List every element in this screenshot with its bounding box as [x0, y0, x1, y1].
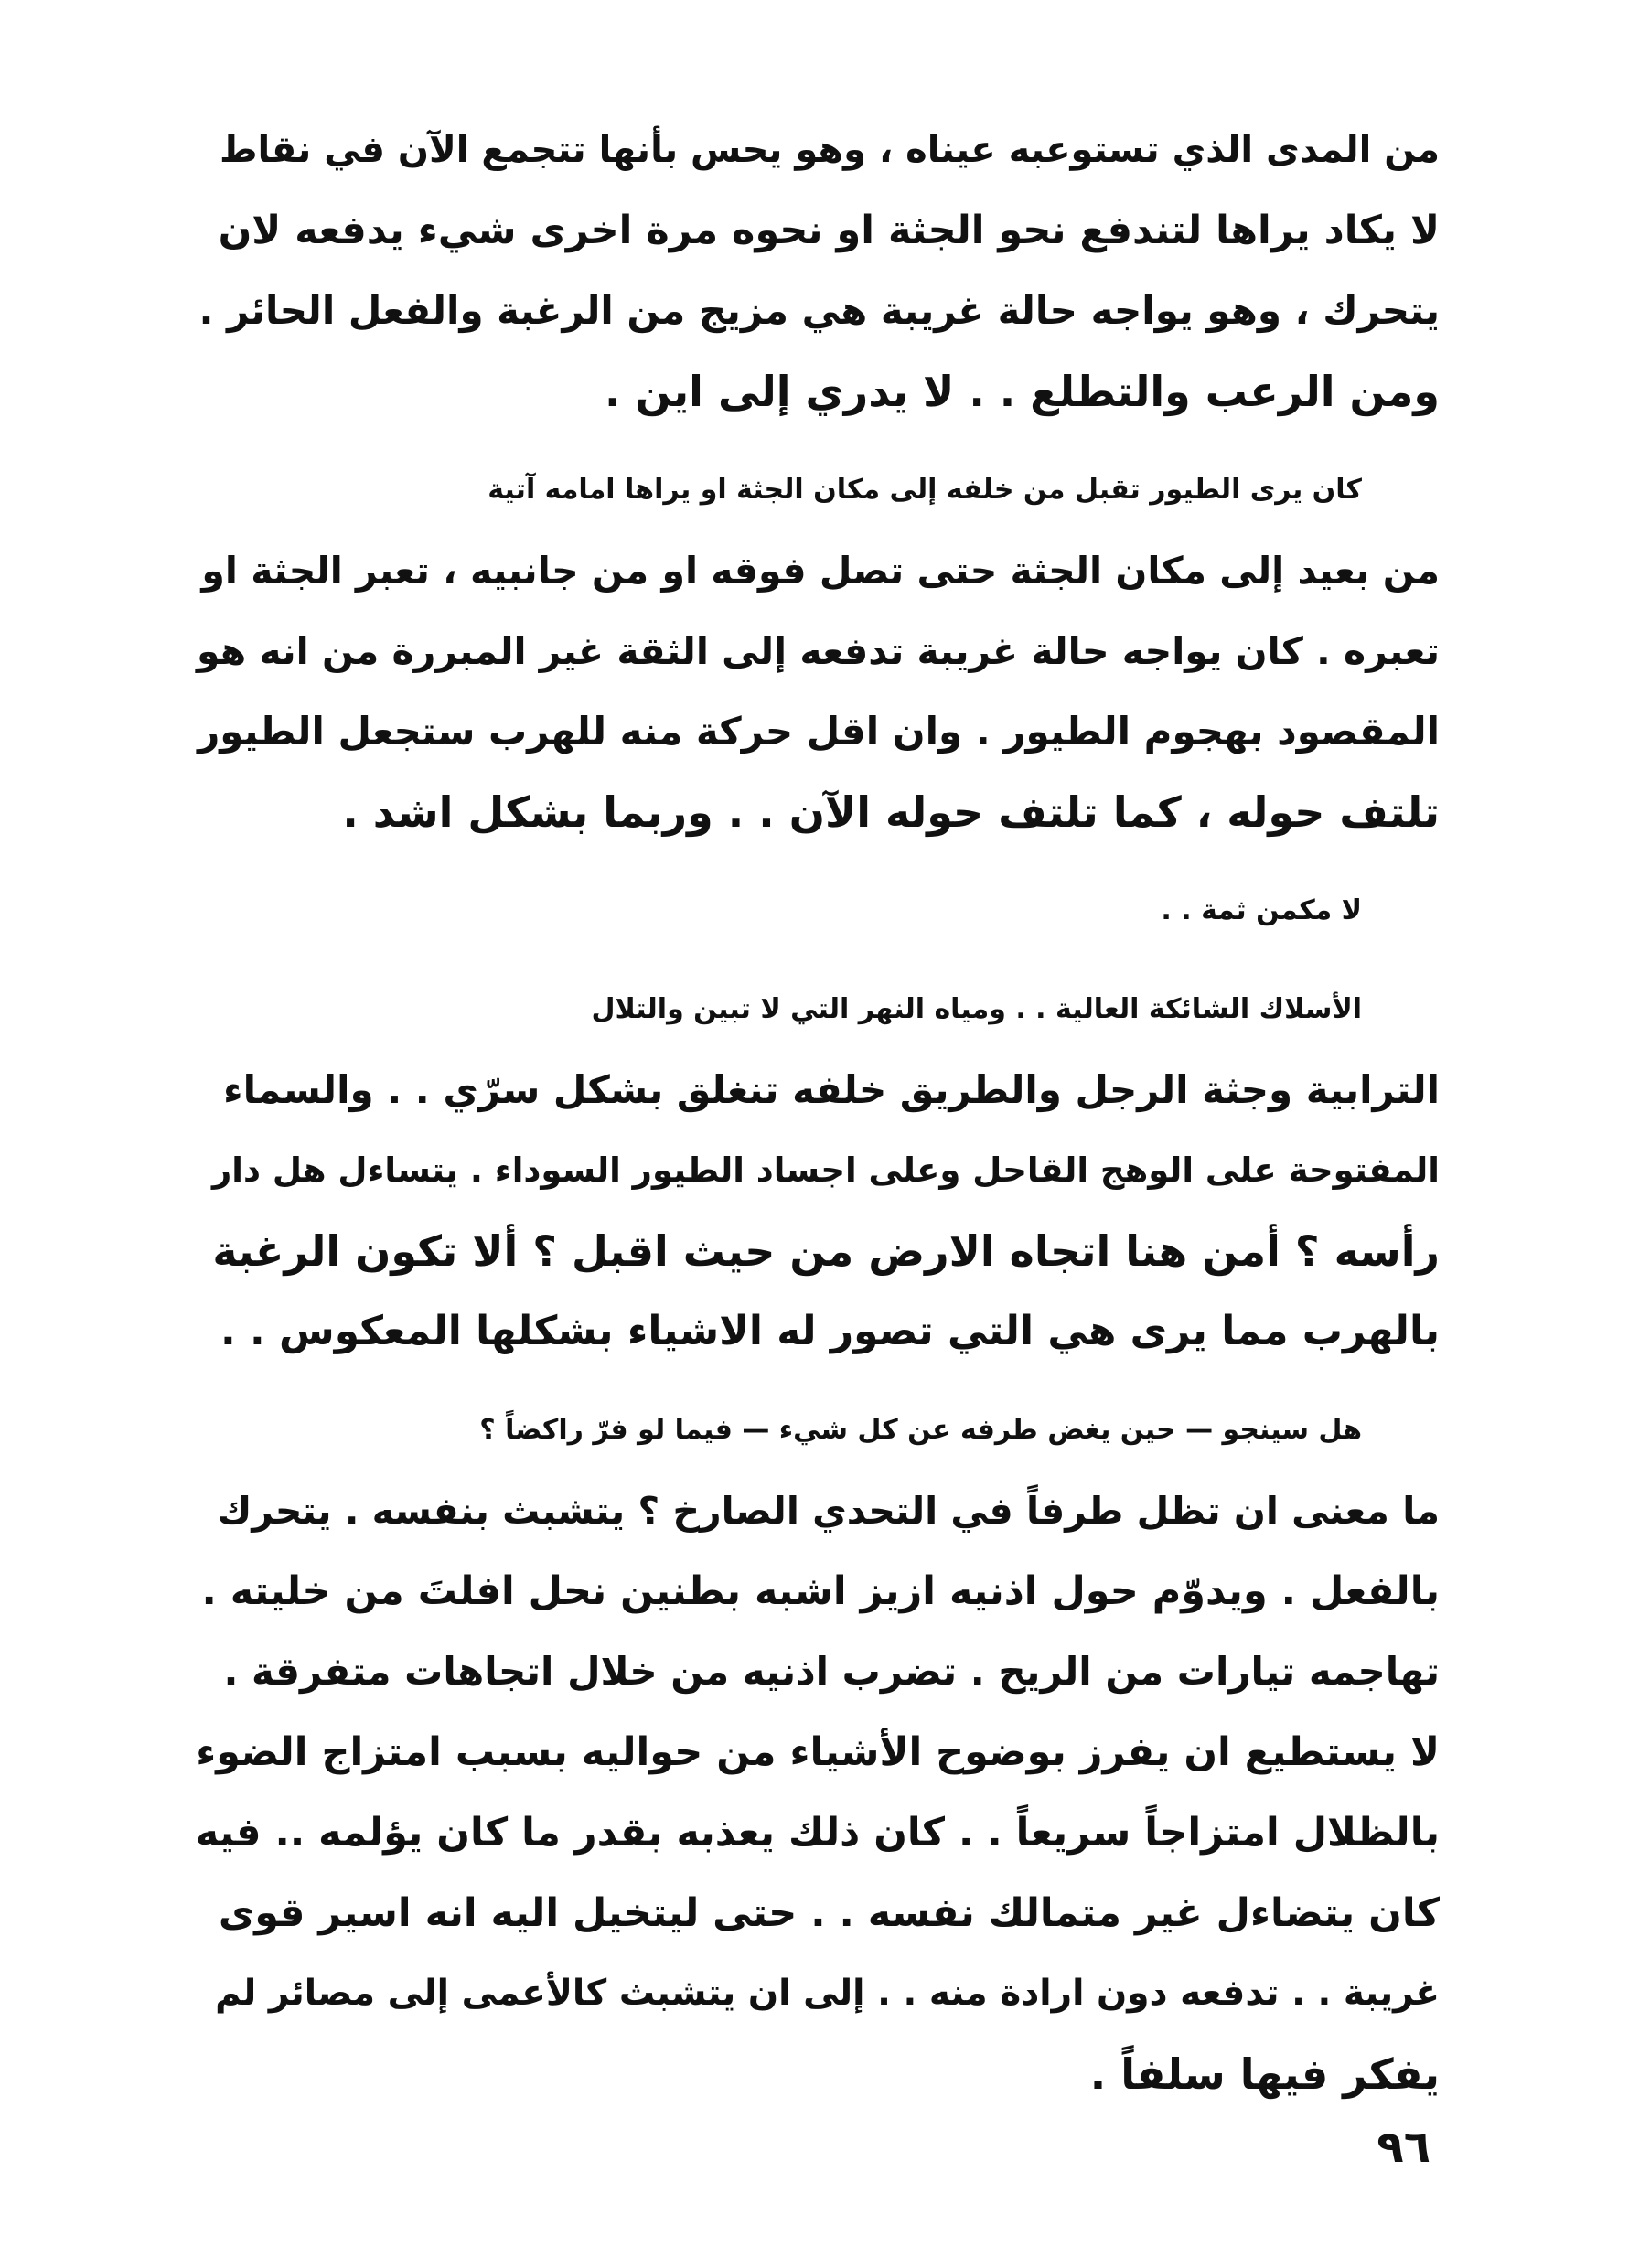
text-line: المقصود بهجوم الطيور . وان اقل حركة منه للهرب ستجعل الطيور [198, 709, 1440, 754]
body-text [197, 110, 1440, 2133]
paragraph [197, 1390, 1440, 2114]
text-line: لا يستطيع ان يفرز بوضوح الأشياء من حواليه بسبب امتزاج الضوء [196, 1729, 1440, 1775]
paragraph [197, 110, 1440, 432]
text-line: تعبره . كان يواجه حالة غريبة تدفعه إلى الثقة غير المبررة من انه هو [196, 629, 1440, 673]
text-line: يفكر فيها سلفاً . [1089, 2049, 1440, 2099]
text-line: ومن الرعب والتطلع . . لا يدري إلى اين . [605, 367, 1440, 416]
text-line: هل سينجو — حين يغض طرفه عن كل شيء — فيما لو فرّ راكضاً ؟ [479, 1414, 1362, 1446]
text-line: كان يرى الطيور تقبل من خلفه إلى مكان الجثة او يراها امامه آتية [488, 474, 1362, 506]
text-line: بالفعل . ويدوّم حول اذنيه ازيز اشبه بطنين نحل افلتَ من خليته . [201, 1568, 1440, 1614]
paragraph [197, 450, 1440, 852]
text-line: لا مكمن ثمة . . [1161, 894, 1362, 926]
text-line: من المدى الذي تستوعبه عيناه ، وهو يحس بأنها تتجمع الآن في نقاط [219, 129, 1440, 171]
text-line: من بعيد إلى مكان الجثة حتى تصل فوقه او من جانبيه ، تعبر الجثة او [201, 549, 1440, 593]
text-line: ما معنى ان تظل طرفاً في التحدي الصارخ ؟ يتشبث بنفسه . يتحرك [217, 1489, 1440, 1533]
text-line: الترابية وجثة الرجل والطريق خلفه تنغلق بشكل سرّي . . والسماء [223, 1067, 1440, 1112]
paragraph [197, 969, 1440, 1372]
text-line: رأسه ؟ أمن هنا اتجاه الارض من حيث اقبل ؟ ألا تكون الرغبة [212, 1226, 1440, 1276]
text-line: تهاجمه تيارات من الريح . تضرب اذنيه من خلال اتجاهات متفرقة . [223, 1649, 1440, 1694]
text-line: تلتف حوله ، كما تلتف حوله الآن . . وربما بشكل اشد . [342, 787, 1440, 837]
text-line: لا يكاد يراها لتندفع نحو الجثة او نحوه مرة اخرى شيء يدفعه لان [218, 208, 1440, 253]
page-number: ٩٦ [1377, 2122, 1430, 2173]
text-line: يتحرك ، وهو يواجه حالة غريبة هي مزيج من الرغبة والفعل الحائر . [198, 288, 1440, 333]
text-line: بالهرب مما يرى هي التي تصور له الاشياء بشكلها المعكوس . . [220, 1308, 1440, 1354]
text-line: بالظلال امتزاجاً سريعاً . . كان ذلك يعذبه بقدر ما كان يؤلمه .. فيه [195, 1810, 1440, 1856]
text-line: غريبة . . تدفعه دون ارادة منه . . إلى ان يتشبث كالأعمى إلى مصائر لم [215, 1973, 1440, 2014]
paragraph [197, 871, 1440, 951]
text-line: الأسلاك الشائكة العالية . . ومياه النهر التي لا تبين والتلال [591, 993, 1362, 1025]
text-line: كان يتضاءل غير متمالك نفسه . . حتى ليتخيل اليه انه اسير قوى [218, 1890, 1440, 1936]
text-line: المفتوحة على الوهج القاحل وعلى اجساد الطيور السوداء . يتساءل هل دار [212, 1150, 1440, 1190]
